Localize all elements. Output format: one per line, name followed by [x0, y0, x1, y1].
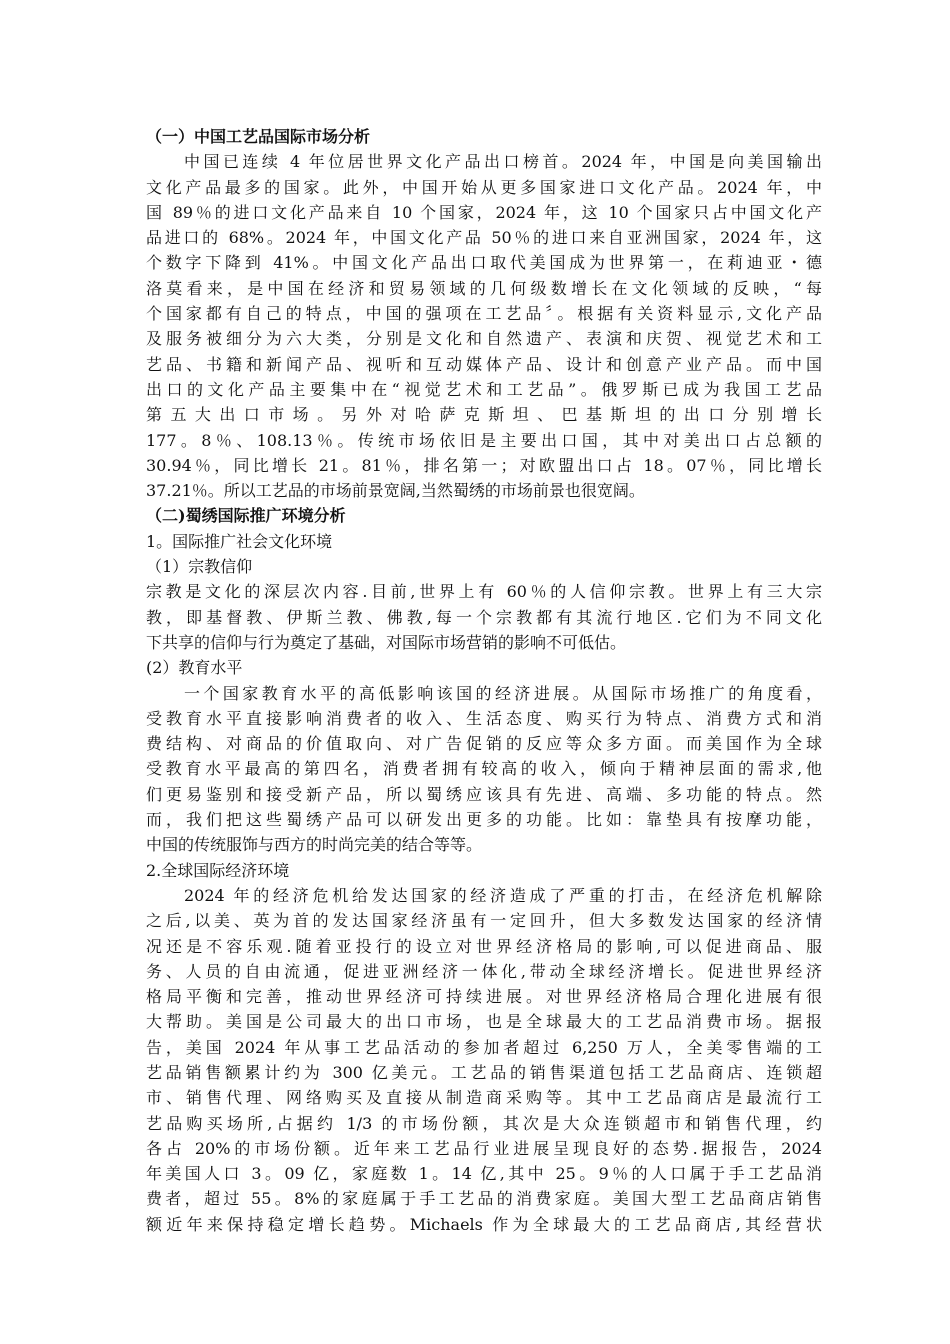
- subsection-title-economy: 2.全球国际经济环境: [146, 860, 290, 880]
- subsection-title-social-culture: 1。国际推广社会文化环境: [146, 531, 333, 551]
- paragraph-line: 洛莫看来，是中国在经济和贸易领域的几何级数增长在文化领域的反映，“每: [146, 278, 822, 298]
- paragraph-line: 格局平衡和完善，推动世界经济可持续进展。对世界经济格局合理化进展有很: [146, 987, 822, 1007]
- paragraph-line: 个数字下降到 41%。中国文化产品出口取代美国成为世界第一，在莉迪亚・德: [146, 253, 822, 273]
- paragraph-line: 30.94％，同比增长 21。81％，排名第一；对欧盟出口占 18。07％，同比增长: [146, 455, 822, 475]
- paragraph-line: 宗教是文化的深层次内容.目前,世界上有 60％的人信仰宗教。世界上有三大宗: [146, 582, 822, 602]
- paragraph-line: 费结构、对商品的价值取向、对广告促销的反应等众多方面。而美国作为全球: [146, 734, 822, 754]
- paragraph-line: 文化产品最多的国家。此外，中国开始从更多国家进口文化产品。2024 年，中: [146, 177, 822, 197]
- paragraph-line: 艺品购买场所,占据约 1/3 的市场份额，其次是大众连锁超市和销售代理，约: [146, 1113, 822, 1133]
- paragraph-line: 们更易鉴别和接受新产品，所以蜀绣应该具有先进、高端、多功能的特点。然: [146, 784, 822, 804]
- paragraph-line: 及服务被细分为六大类，分别是文化和自然遗产、表演和庆贺、视觉艺术和工: [146, 329, 822, 349]
- paragraph-line: 艺品、书籍和新闻产品、视听和互动媒体产品、设计和创意产业产品。而中国: [146, 354, 822, 374]
- paragraph-line: 况还是不容乐观.随着亚投行的设立对世界经济格局的影响,可以促进商品、服: [146, 936, 822, 956]
- paragraph-line: 市、销售代理、网络购买及直接从制造商采购等。其中工艺品商店是最流行工: [146, 1088, 822, 1108]
- paragraph-line: 大帮助。美国是公司最大的出口市场，也是全球最大的工艺品消费市场。据报: [146, 1012, 822, 1032]
- subsection-title-education: (2）教育水平: [146, 658, 243, 678]
- paragraph-line: 177。8％、108.13％。传统市场依旧是主要出口国，其中对美出口占总额的: [146, 430, 822, 450]
- paragraph-line: 品进口的 68%。2024 年，中国文化产品 50％的进口来自亚洲国家，2024 年，这: [146, 228, 822, 248]
- paragraph-line: 艺品销售额累计约为 300 亿美元。工艺品的销售渠道包括工艺品商店、连锁超: [146, 1062, 822, 1082]
- section-heading-shu-embroidery-environment: （二)蜀绣国际推广环境分析: [146, 506, 346, 526]
- paragraph-line: 之后,以美、英为首的发达国家经济虽有一定回升，但大多数发达国家的经济情: [146, 911, 822, 931]
- paragraph-line: 一个国家教育水平的高低影响该国的经济进展。从国际市场推广的角度看，: [184, 683, 822, 703]
- paragraph-line: 中国已连续 4 年位居世界文化产品出口榜首。2024 年，中国是向美国输出: [184, 152, 822, 172]
- paragraph-line: 出口的文化产品主要集中在“视觉艺术和工艺品”。俄罗斯已成为我国工艺品: [146, 379, 822, 399]
- paragraph-line: 告，美国 2024 年从事工艺品活动的参加者超过 6,250 万人，全美零售端的工: [146, 1037, 822, 1057]
- paragraph-line: 各占 20%的市场份额。近年来工艺品行业进展呈现良好的态势.据报告，2024: [146, 1138, 822, 1158]
- paragraph-line: 教，即基督教、伊斯兰教、佛教,每一个宗教都有其流行地区.它们为不同文化: [146, 607, 822, 627]
- paragraph-line: 第五大出口市场。另外对哈萨克斯坦、巴基斯坦的出口分别增长: [146, 405, 822, 425]
- paragraph-line: 而，我们把这些蜀绣产品可以研发出更多的功能。比如：靠垫具有按摩功能，: [146, 810, 822, 830]
- section-heading-china-crafts-market: （一）中国工艺品国际市场分析: [146, 127, 371, 146]
- paragraph-line: 下共享的信仰与行为奠定了基础，对国际市场营销的影响不可低估。: [146, 632, 627, 652]
- paragraph-line: 受教育水平直接影响消费者的收入、生活态度、购买行为特点、消费方式和消: [146, 708, 822, 728]
- document-page: [146, 124, 822, 1237]
- paragraph-line: 年美国人口 3。09 亿，家庭数 1。14 亿,其中 25。9％的人口属于手工艺品消: [146, 1164, 822, 1184]
- paragraph-line: 受教育水平最高的第四名，消费者拥有较高的收入，倾向于精神层面的需求,他: [146, 759, 822, 779]
- paragraph-line: 37.21％。所以工艺品的市场前景宽阔,当然蜀绣的市场前景也很宽阔。: [146, 481, 645, 501]
- paragraph-line: 额近年来保持稳定增长趋势。Michaels 作为全球最大的工艺品商店,其经营状: [146, 1214, 822, 1234]
- paragraph-line: 国 89％的进口文化产品来自 10 个国家，2024 年，这 10 个国家只占中国文化产: [146, 202, 822, 222]
- paragraph-line: 费者，超过 55。8%的家庭属于手工艺品的消费家庭。美国大型工艺品商店销售: [146, 1189, 822, 1209]
- paragraph-line: 务、人员的自由流通，促进亚洲经济一体化,带动全球经济增长。促进世界经济: [146, 961, 822, 981]
- paragraph-line: 个国家都有自己的特点，中国的强项在工艺品〞。根据有关资料显示,文化产品: [146, 304, 822, 324]
- paragraph-line: 2024 年的经济危机给发达国家的经济造成了严重的打击，在经济危机解除: [184, 885, 822, 905]
- paragraph-line: 中国的传统服饰与西方的时尚完美的结合等等。: [146, 835, 483, 855]
- subsection-title-religion: （1）宗教信仰: [146, 557, 253, 577]
